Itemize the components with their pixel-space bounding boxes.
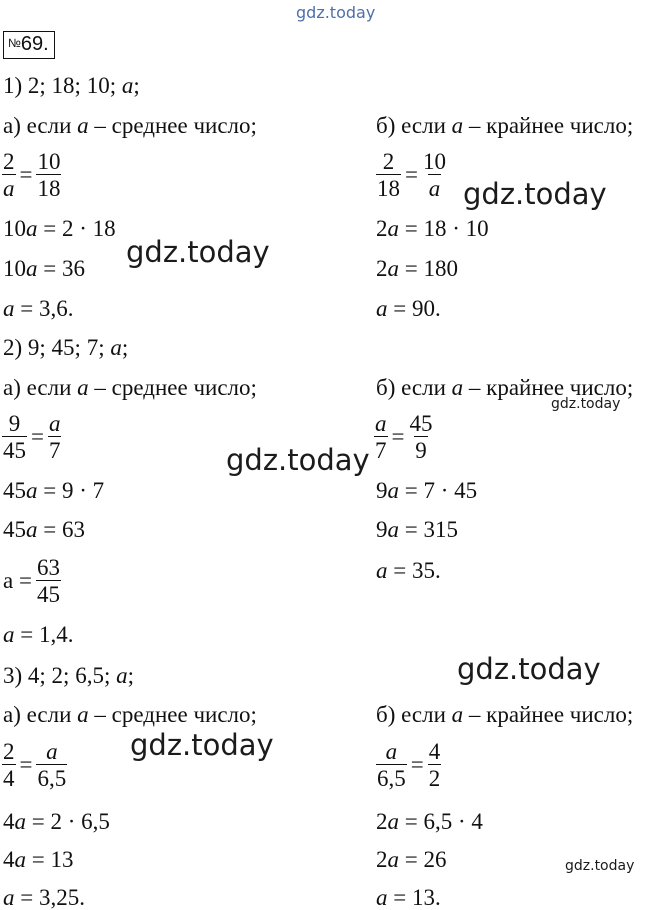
- step: 10a = 2 · 18: [3, 216, 116, 241]
- condition-1: 1) 2; 18; 10; a;: [3, 73, 140, 98]
- watermark: gdz.today: [551, 396, 621, 412]
- proportion-3b: $\frac{a}{6,5}$ = $\frac{4}{2}$: [377, 739, 441, 791]
- proportion-2a: $\frac{9}{45}$ = $\frac{a}{7}$: [3, 411, 61, 463]
- case-a-header-1: а) если a – среднее число;: [3, 113, 257, 138]
- fraction: $\frac{a}{7}$: [48, 411, 61, 463]
- case-b-header-3: б) если a – крайнее число;: [376, 702, 634, 727]
- step: 45a = 63: [3, 517, 85, 542]
- proportion-3a: $\frac{2}{4}$ = $\frac{a}{6,5}$: [3, 739, 67, 791]
- step: 2a = 180: [376, 256, 458, 281]
- step: 9a = 7 · 45: [376, 478, 478, 503]
- case-a-header-2: а) если a – среднее число;: [3, 375, 257, 400]
- answer: a = 13.: [376, 885, 441, 910]
- watermark-top: gdz.today: [296, 3, 376, 22]
- watermark: gdz.today: [463, 177, 607, 211]
- proportion-1b: $\frac{2}{18}$ = $\frac{10}{a}$: [377, 149, 446, 201]
- case-b-header-2: б) если a – крайнее число;: [376, 375, 634, 400]
- fraction: $\frac{10}{a}$: [422, 149, 446, 201]
- condition-3: 3) 4; 2; 6,5; a;: [3, 663, 134, 688]
- condition-2: 2) 9; 45; 7; a;: [3, 335, 129, 360]
- step: 4a = 2 · 6,5: [3, 809, 110, 834]
- step: 4a = 13: [3, 847, 74, 872]
- fraction: $\frac{a}{6,5}$: [37, 739, 67, 791]
- fraction: $\frac{2}{18}$: [377, 149, 400, 201]
- watermark: gdz.today: [565, 858, 635, 874]
- fraction: $\frac{9}{45}$: [3, 411, 26, 463]
- fraction: $\frac{a}{6,5}$: [377, 739, 406, 791]
- fraction: $\frac{10}{18}$: [37, 149, 61, 201]
- answer: a = 3,25.: [3, 885, 85, 910]
- case-a-header-3: а) если a – среднее число;: [3, 702, 257, 727]
- step: 2a = 26: [376, 847, 447, 872]
- number-sign: №: [8, 36, 21, 50]
- watermark: gdz.today: [126, 235, 270, 269]
- answer: a = 1,4.: [3, 622, 74, 647]
- fraction: $\frac{a}{7}$: [375, 411, 387, 463]
- number-value: 69.: [20, 33, 49, 55]
- proportion-2b: $\frac{a}{7}$ = $\frac{45}{9}$: [375, 411, 433, 463]
- answer: a = 90.: [376, 296, 441, 321]
- fraction: $\frac{2}{4}$: [3, 739, 15, 791]
- answer: a = 35.: [376, 558, 441, 583]
- answer: a = 3,6.: [3, 296, 74, 321]
- fraction: $\frac{2}{a}$: [3, 149, 15, 201]
- fraction: $\frac{45}{9}$: [409, 411, 433, 463]
- fraction-answer-2a: a = $\frac{63}{45}$: [3, 555, 60, 607]
- fraction: $\frac{4}{2}$: [428, 739, 441, 791]
- step: 45a = 9 · 7: [3, 478, 105, 503]
- step: 10a = 36: [3, 256, 85, 281]
- watermark: gdz.today: [457, 652, 601, 686]
- step: 2a = 6,5 · 4: [376, 809, 483, 834]
- step: 9a = 315: [376, 517, 458, 542]
- watermark: gdz.today: [226, 443, 370, 477]
- step: 2a = 18 · 10: [376, 216, 489, 241]
- watermark: gdz.today: [130, 728, 274, 762]
- proportion-1a: $\frac{2}{a}$ = $\frac{10}{18}$: [3, 149, 61, 201]
- problem-number: [3, 31, 55, 59]
- case-b-header-1: б) если a – крайнее число;: [376, 113, 634, 138]
- fraction: $\frac{63}{45}$: [36, 555, 60, 607]
